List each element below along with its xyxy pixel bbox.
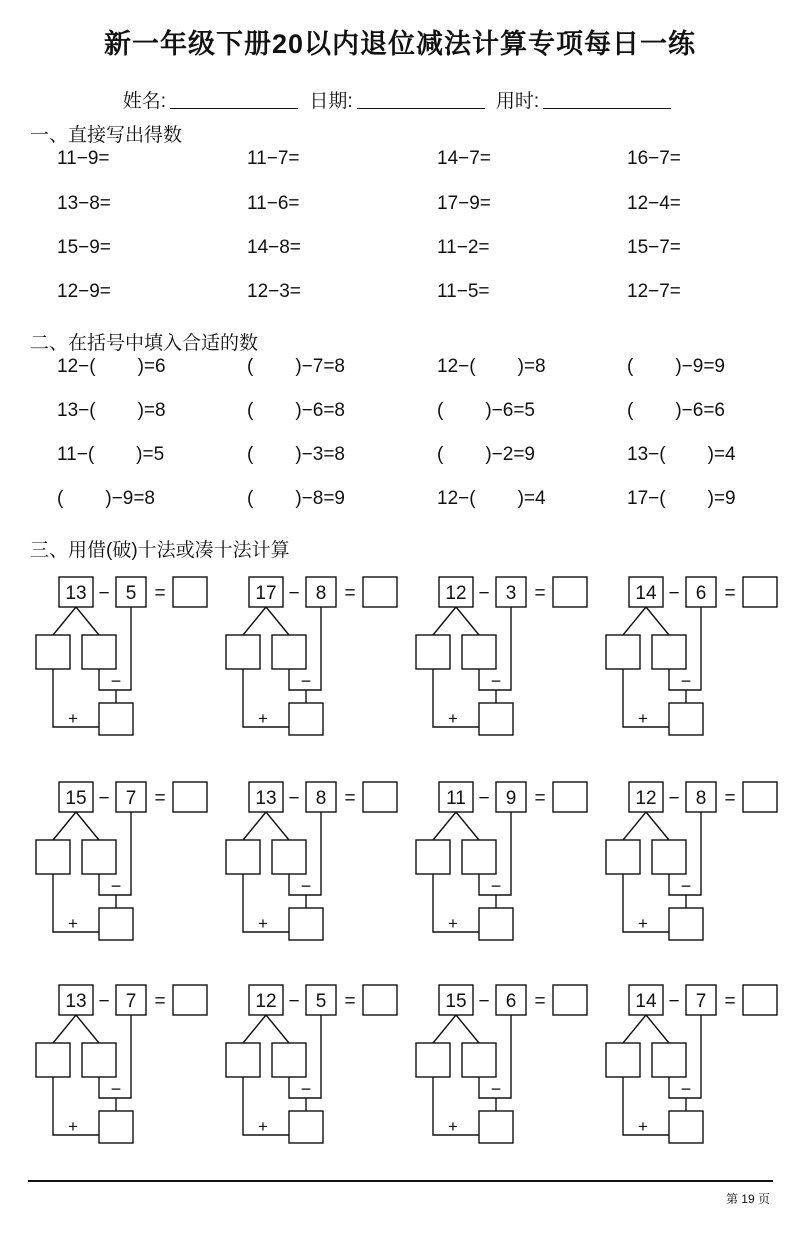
part-box-right[interactable] [82,1043,116,1077]
equals-sign: = [154,788,166,809]
answer-box[interactable] [363,782,397,812]
add-mark: + [638,1117,648,1136]
problem-left-part: 13−( [627,444,666,465]
subtract-mark: − [110,876,122,896]
answer-box[interactable] [173,782,207,812]
minus-sign: − [668,991,680,1012]
time-label: 用时: [495,91,540,112]
subtrahend-value: 7 [125,991,137,1012]
problem-1-3-3: 11−2= [437,237,490,258]
answer-box[interactable] [363,577,397,607]
problem-right-part: )−8=9 [295,488,345,509]
part-box-right[interactable] [462,840,496,874]
result-box[interactable] [99,908,133,940]
subtract-mark: − [680,671,692,691]
add-mark: + [68,1117,78,1136]
branch-line-left [623,812,646,840]
part-box-left[interactable] [36,635,70,669]
equals-sign: = [534,991,546,1012]
equals-sign: = [344,583,356,604]
problem-1-4-2: 12−3= [247,281,301,302]
minuend-value: 11 [446,788,466,809]
part-box-right[interactable] [652,1043,686,1077]
problem-1-1-2: 11−7= [247,148,300,169]
part-box-left[interactable] [606,840,640,874]
subtrahend-value: 9 [505,788,517,809]
subtrahend-value: 8 [315,788,327,809]
problem-right-part: )−6=6 [675,400,725,421]
part-box-left[interactable] [226,635,260,669]
problem-left-part: ( [247,488,254,509]
part-box-right[interactable] [652,840,686,874]
problem-1-4-4: 12−7= [627,281,681,302]
part-box-left[interactable] [606,635,640,669]
page-number: 第 19 页 [725,1192,770,1206]
subtrahend-value: 5 [125,583,137,604]
part-box-left[interactable] [36,1043,70,1077]
problem-right-part: )=8 [137,400,166,421]
problem-right-part: )=8 [517,356,546,377]
add-mark: + [258,914,268,933]
result-box[interactable] [479,703,513,735]
subtrahend-value: 6 [695,583,707,604]
part-box-left[interactable] [416,635,450,669]
equals-sign: = [154,583,166,604]
subtract-mark: − [110,1079,122,1099]
problem-1-1-1: 11−9= [57,148,110,169]
minus-sign: − [668,583,680,604]
branch-line-right [266,1015,289,1043]
branch-line-left [53,1015,76,1043]
minuend-value: 13 [255,788,277,809]
minus-sign: − [478,991,490,1012]
branch-line-right [646,812,669,840]
problem-left-part: ( [247,400,254,421]
part-box-right[interactable] [272,635,306,669]
branch-line-right [76,812,99,840]
problem-1-3-4: 15−7= [627,237,681,258]
problem-left-part: ( [57,488,64,509]
problem-right-part: )=5 [136,444,165,465]
problem-left-part: 12−( [437,356,476,377]
branch-line-right [646,607,669,635]
problem-left-part: 11−( [57,444,95,465]
add-mark: + [258,1117,268,1136]
part-box-right[interactable] [82,840,116,874]
part-box-right[interactable] [82,635,116,669]
answer-box[interactable] [173,577,207,607]
result-box[interactable] [99,1111,133,1143]
minuend-value: 12 [255,991,277,1012]
add-mark: + [638,914,648,933]
add-mark: + [68,709,78,728]
result-box[interactable] [669,1111,703,1143]
equals-sign: = [724,583,736,604]
problem-1-2-2: 11−6= [247,193,300,214]
part-box-left[interactable] [606,1043,640,1077]
problem-1-3-2: 14−8= [247,237,301,258]
subtract-mark: − [110,671,122,691]
name-label: 姓名: [122,91,167,112]
answer-box[interactable] [553,782,587,812]
add-mark: + [448,1117,458,1136]
minuend-value: 13 [65,583,87,604]
problem-1-1-3: 14−7= [437,148,491,169]
result-box[interactable] [99,703,133,735]
problem-right-part: )−6=5 [485,400,535,421]
minuend-value: 14 [635,991,657,1012]
part-box-right[interactable] [272,840,306,874]
part-box-right[interactable] [462,1043,496,1077]
answer-box[interactable] [743,782,777,812]
branch-line-right [266,812,289,840]
minus-sign: − [98,991,110,1012]
section-2-heading: 二、在括号中填入合适的数 [30,333,259,354]
problem-right-part: )=9 [707,488,736,509]
equals-sign: = [724,991,736,1012]
minus-sign: − [478,788,490,809]
date-label: 日期: [309,91,353,112]
branch-line-left [433,812,456,840]
minuend-value: 14 [635,583,657,604]
problem-right-part: )−2=9 [485,444,535,465]
problem-1-4-3: 11−5= [437,281,490,302]
subtrahend-value: 5 [315,991,327,1012]
result-box[interactable] [479,1111,513,1143]
subtract-mark: − [490,876,502,896]
subtract-mark: − [490,1079,502,1099]
minus-sign: − [288,788,300,809]
minus-sign: − [288,583,300,604]
equals-sign: = [344,991,356,1012]
problem-left-part: ( [247,356,254,377]
subtract-mark: − [680,1079,692,1099]
minuend-value: 13 [65,991,87,1012]
part-box-right[interactable] [272,1043,306,1077]
part-box-left[interactable] [416,840,450,874]
problem-right-part: )−9=8 [105,488,155,509]
subtrahend-value: 7 [125,788,137,809]
problem-left-part: 12−( [437,488,476,509]
answer-box[interactable] [743,577,777,607]
subtract-mark: − [300,671,312,691]
result-box[interactable] [669,703,703,735]
problem-right-part: )−3=8 [295,444,345,465]
subtract-mark: − [680,876,692,896]
minuend-value: 12 [635,788,657,809]
add-mark: + [258,709,268,728]
subtrahend-value: 6 [505,991,517,1012]
part-box-right[interactable] [652,635,686,669]
branch-line-right [456,812,479,840]
subtrahend-value: 3 [505,583,517,604]
result-box[interactable] [479,908,513,940]
subtrahend-value: 7 [695,991,707,1012]
branch-line-left [623,1015,646,1043]
problem-left-part: 17−( [627,488,666,509]
problem-1-2-3: 17−9= [437,193,491,214]
minuend-value: 12 [445,583,467,604]
add-mark: + [448,709,458,728]
add-mark: + [638,709,648,728]
problem-left-part: ( [437,444,444,465]
subtrahend-value: 8 [315,583,327,604]
answer-box[interactable] [743,985,777,1015]
answer-box[interactable] [553,985,587,1015]
part-box-left[interactable] [226,1043,260,1077]
problem-1-1-4: 16−7= [627,148,681,169]
problem-left-part: ( [247,444,254,465]
branch-line-right [456,1015,479,1043]
minus-sign: − [668,788,680,809]
branch-line-right [646,1015,669,1043]
add-mark: + [68,914,78,933]
subtract-mark: − [490,671,502,691]
problem-right-part: )=6 [137,356,166,377]
answer-box[interactable] [173,985,207,1015]
result-box[interactable] [289,703,323,735]
branch-line-left [623,607,646,635]
result-box[interactable] [289,1111,323,1143]
branch-line-right [76,607,99,635]
part-box-left[interactable] [36,840,70,874]
section-3-heading: 三、用借(破)十法或凑十法计算 [30,540,290,561]
problem-right-part: )=4 [707,444,736,465]
page-title: 新一年级下册20以内退位减法计算专项每日一练 [103,29,697,59]
subtract-mark: − [300,1079,312,1099]
subtract-mark: − [300,876,312,896]
minus-sign: − [98,788,110,809]
branch-line-left [433,1015,456,1043]
branch-line-left [243,1015,266,1043]
branch-line-left [53,812,76,840]
branch-line-left [433,607,456,635]
section-1-heading: 一、直接写出得数 [30,125,183,146]
answer-box[interactable] [553,577,587,607]
problem-right-part: )−9=9 [675,356,725,377]
problem-right-part: )−6=8 [295,400,345,421]
problem-right-part: )−7=8 [295,356,345,377]
equals-sign: = [344,788,356,809]
minuend-value: 17 [255,583,277,604]
branch-line-left [243,812,266,840]
minus-sign: − [478,583,490,604]
minus-sign: − [288,991,300,1012]
answer-box[interactable] [363,985,397,1015]
problem-1-4-1: 12−9= [57,281,111,302]
problem-left-part: ( [627,400,634,421]
equals-sign: = [534,788,546,809]
footer-divider [28,1180,773,1182]
result-box[interactable] [289,908,323,940]
problem-left-part: ( [627,356,634,377]
part-box-right[interactable] [462,635,496,669]
equals-sign: = [724,788,736,809]
branch-line-right [76,1015,99,1043]
equals-sign: = [534,583,546,604]
problem-1-2-4: 12−4= [627,193,681,214]
problem-left-part: 13−( [57,400,96,421]
problem-right-part: )=4 [517,488,546,509]
part-box-left[interactable] [226,840,260,874]
part-box-left[interactable] [416,1043,450,1077]
result-box[interactable] [669,908,703,940]
minuend-value: 15 [65,788,87,809]
add-mark: + [448,914,458,933]
problem-1-3-1: 15−9= [57,237,111,258]
branch-line-left [243,607,266,635]
minus-sign: − [98,583,110,604]
problem-left-part: ( [437,400,444,421]
branch-line-right [266,607,289,635]
subtrahend-value: 8 [695,788,707,809]
branch-line-right [456,607,479,635]
problem-left-part: 12−( [57,356,96,377]
minuend-value: 15 [445,991,467,1012]
problem-1-2-1: 13−8= [57,193,111,214]
branch-line-left [53,607,76,635]
equals-sign: = [154,991,166,1012]
